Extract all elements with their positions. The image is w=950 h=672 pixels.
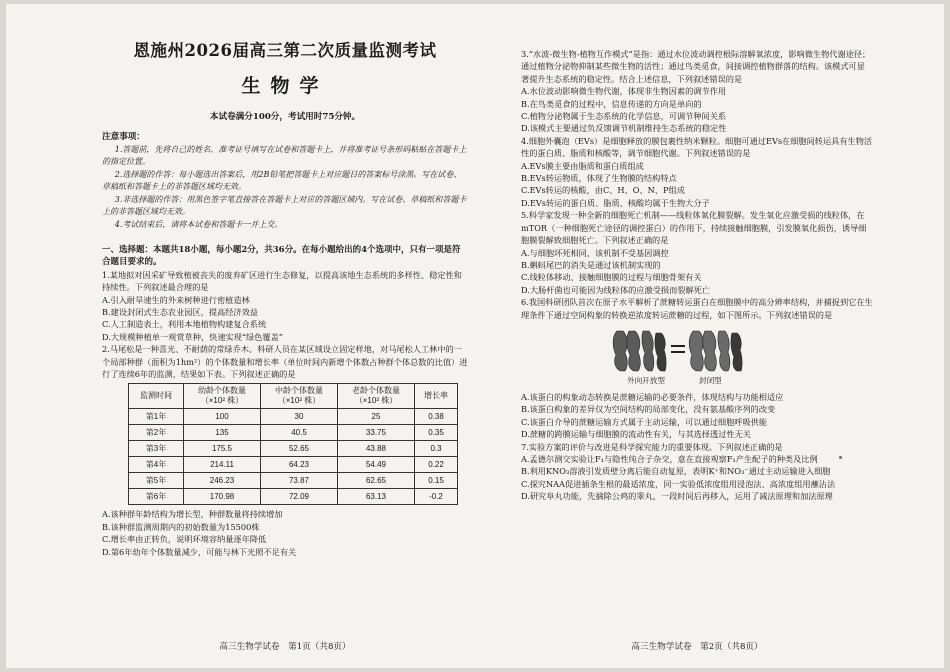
note-item: 3.非选择题的作答：用黑色签字笔直接答在答题卡上对应的答题区域内。写在试卷、草稿纸和答题卡上的非答题区域均无效。: [102, 195, 467, 216]
option-b: B.利用KNO₃溶液引发质壁分离后能自动复原，表明K⁺和NO₃⁻通过主动运输进入细胞: [521, 466, 831, 477]
table-cell: 52.65: [261, 441, 338, 457]
question-stem: 6.我国科研团队首次在原子水平解析了蔗糖转运蛋白在细胞膜中的高分辨率结构，并捕捉到它在生理条件下通过空间构象的转换逆浓度转运蔗糖的过程，如下图所示。下列叙述错误的是: [521, 297, 873, 320]
option-d: D.第6年幼年个体数量减少，可能与林下光照不足有关: [102, 546, 297, 557]
exam-page-1: [102, 4, 468, 668]
table-cell: 第3年: [129, 441, 184, 457]
table-cell: 72.09: [261, 489, 338, 505]
closed-protein: [689, 331, 742, 371]
page-footer: 高三生物学试卷 第1页（共8页）: [219, 642, 351, 652]
table-cell: 62.65: [338, 473, 415, 489]
question-stem: 2.马尾松是一种喜光、不耐荫的常绿乔木。科研人员在某区域设立固定样地，对马尾松人工林中的一个局部种群（面积为1hm²）的个体数量和增长率（单位时间内新增个体数占种群个体总数的比值）进行了连续6年的监测，结果如下表。下列叙述正确的是: [102, 344, 468, 380]
option-c: C.人工制造表土，利用本地植物构建复合系统: [102, 319, 267, 330]
population-table: [128, 383, 458, 505]
table-cell: 40.5: [261, 425, 338, 441]
table-cell: 43.88: [338, 441, 415, 457]
question-stem: 5.科学家发现一种全新的细胞死亡机制——线粒体氧化膜裂解。发生氧化应激受损的线粒体，在mTOR（一种细胞死亡途径的调控蛋白）的作用下，持续接触细胞膜，引发膜氧化损伤，诱导细胞膜裂解致细胞死亡。下列叙述正确的是: [521, 210, 867, 246]
table-cell: 175.5: [184, 441, 261, 457]
option-c: C.植物分泌物属于生态系统的化学信息，可调节种间关系: [521, 111, 727, 122]
option-d: D.大规模种植单一观赏草种，快速实现“绿色覆盖”: [102, 331, 283, 342]
table-row: [129, 425, 458, 441]
table-cell: 63.13: [338, 489, 415, 505]
exam-title: 恩施州2026届高三第二次质量监测考试: [133, 41, 437, 60]
option-b: B.蝌蚪尾巴的消失是通过该机制实现的: [521, 259, 661, 270]
option-a: A.该种群年龄结构为增长型，种群数量将持续增加: [102, 509, 283, 520]
note-item: 1.答题前，先将自己的姓名、准考证号填写在试卷和答题卡上，并将准考证号条形码粘贴在答题卡上的指定位置。: [102, 145, 467, 166]
note-item: 4.考试结束后，请将本试卷和答题卡一并上交。: [114, 220, 283, 229]
table-cell: 100: [184, 409, 261, 425]
question-stem: 7.实验方案的评价与改进是科学探究能力的重要体现。下列叙述正确的是: [521, 441, 783, 452]
note-item: 2.选择题的作答：每小题选出答案后，用2B铅笔把答题卡上对应题目的答案标号涂黑。写在试卷、草稿纸和答题卡上的非答题区域均无效。: [102, 170, 462, 191]
question-stem: 4.细胞外囊泡（EVs）是细胞释放的膜包裹性纳米颗粒。细胞可通过EVs在细胞间转运具有生物活性的蛋白质、脂质和核酸等，调节细胞代谢。下列叙述错误的是: [521, 135, 873, 159]
table-cell: 246.23: [184, 473, 261, 489]
table-cell: 30: [261, 409, 338, 425]
option-a: A.引入耐旱速生的外来树种进行密植造林: [102, 294, 250, 305]
table-row: [129, 409, 458, 425]
option-a: A.水位波动影响微生物代谢，体现非生物因素的调节作用: [521, 86, 727, 97]
table-header: 增长率: [415, 384, 458, 409]
table-cell: -0.2: [415, 489, 458, 505]
table-row: [129, 473, 458, 489]
table-cell: 54.49: [338, 457, 415, 473]
table-cell: 64.23: [261, 457, 338, 473]
table-header-row: [129, 384, 458, 409]
table-header: 老龄个体数量（×10² 株）: [338, 384, 415, 409]
outward-open-protein: [613, 331, 666, 371]
option-d: D.研究阜丸功能，先摘除公鸡的睾丸，一段时间后再移入，运用了减法原理和加法原理: [521, 491, 833, 502]
option-a: A.孟德尔测交实验让F₁与隐性纯合子杂交，意在直接观察F₁产生配子的种类及比例: [521, 453, 818, 464]
table-cell: 170.98: [184, 489, 261, 505]
question-2: [102, 343, 468, 558]
exam-sheet: [6, 4, 944, 668]
table-cell: 0.38: [415, 409, 458, 425]
option-c: C.线粒体移动、接触细胞膜的过程与细胞骨架有关: [521, 272, 702, 283]
table-row: [129, 441, 458, 457]
question-1: [102, 269, 468, 343]
option-d: D.该模式主要通过负反馈调节机制维持生态系统的稳定性: [521, 123, 727, 134]
table-cell: 0.35: [415, 425, 458, 441]
option-b: B.EVs转运物质，体现了生物膜的结构特点: [521, 173, 677, 184]
option-c: C.该蛋白介导的蔗糖运输方式属于主动运输，可以通过细胞呼吸供能: [521, 416, 768, 427]
question-3: [521, 48, 873, 135]
section-heading: 一、选择题：本题共18小题，每小题2分，共36分。在每小题给出的4个选项中，只有一项是符合题目要求的。: [102, 245, 461, 268]
table-cell: 73.87: [261, 473, 338, 489]
table-cell: 第6年: [129, 489, 184, 505]
figure-label-outward: 外向开放型: [627, 375, 665, 385]
page-speck: [839, 456, 842, 459]
table-header: 中龄个体数量（×10² 株）: [261, 384, 338, 409]
question-5: [521, 209, 873, 296]
table-header: 监测时间: [129, 384, 184, 409]
option-c: C.EVs转运的核酸，由C、H、O、N、P组成: [521, 185, 685, 196]
option-c: C.探究NAA促进插条生根的最适浓度，同一实验低浓度组用浸泡法、高浓度组用蘸沾法: [521, 478, 836, 489]
option-a: A.EVs膜主要由脂质和蛋白质组成: [521, 160, 644, 171]
protein-structure-illustration: [521, 325, 873, 375]
exam-info: 本试卷满分100分，考试用时75分钟。: [209, 112, 361, 122]
option-d: D.蔗糖的跨膜运输与细胞膜的流动性有关，与其选择透过性无关: [521, 429, 751, 440]
figure-label-closed: 封闭型: [699, 375, 722, 385]
table-row: [129, 489, 458, 505]
table-cell: 第4年: [129, 457, 184, 473]
question-7: [521, 441, 873, 503]
table-cell: 0.3: [415, 441, 458, 457]
question-4: [521, 135, 873, 209]
question-stem: 1.某地拟对因采矿导致植被丧失的废弃矿区进行生态修复，以提高该地生态系统的多样性、稳定性和持续性。下列叙述最合理的是: [102, 269, 462, 293]
table-cell: 33.75: [338, 425, 415, 441]
option-b: B.该种群监测周期内的初始数量为15500株: [102, 521, 260, 532]
table-cell: 0.15: [415, 473, 458, 489]
table-cell: 214.11: [184, 457, 261, 473]
option-a: A.该蛋白的构象动态转换是蔗糖运输的必要条件，体现结构与功能相适应: [521, 391, 784, 402]
option-d: D.大肠杆菌也可能因为线粒体的应激受损而裂解死亡: [521, 284, 711, 295]
subject-title: 生物学: [241, 75, 329, 97]
question-6: [521, 296, 873, 440]
table-cell: 第2年: [129, 425, 184, 441]
option-a: A.与细胞坏死相同，该机制不受基因调控: [521, 247, 669, 258]
table-cell: 135: [184, 425, 261, 441]
table-header: 幼龄个体数量（×10² 株）: [184, 384, 261, 409]
table-cell: 第1年: [129, 409, 184, 425]
option-d: D.EVs转运的蛋白质、脂质、核酸均属于生物大分子: [521, 197, 710, 208]
option-c: C.增长率由正转负，说明环境容纳量逐年降低: [102, 534, 267, 545]
table-cell: 第5年: [129, 473, 184, 489]
option-b: B.该蛋白构象的差异仅为空间结构的局部变化，没有氨基酸序列的改变: [521, 404, 776, 415]
page-footer: 高三生物学试卷 第2页（共8页）: [631, 642, 763, 652]
option-b: B.在鸟类觅食的过程中，信息传递的方向是单向的: [521, 98, 702, 109]
option-b: B.建设封闭式生态农业园区，提高经济效益: [102, 307, 258, 318]
table-cell: 25: [338, 409, 415, 425]
notes-heading: 注意事项：: [102, 132, 145, 142]
transporter-figure: [521, 325, 873, 391]
table-cell: 0.22: [415, 457, 458, 473]
table-row: [129, 457, 458, 473]
question-stem: 3.“水波-微生物-植物互作模式”是指：通过水位波动调控根际溶解氧浓度，影响微生物代谢途径；通过植物分泌物抑制某些微生物的活性；通过鸟类觅食，间接调控植物群落的结构。该模式可显著提升生态系统的稳定性。结合上述信息，下列叙述错误的是: [521, 49, 871, 84]
exam-page-2: [521, 4, 873, 668]
